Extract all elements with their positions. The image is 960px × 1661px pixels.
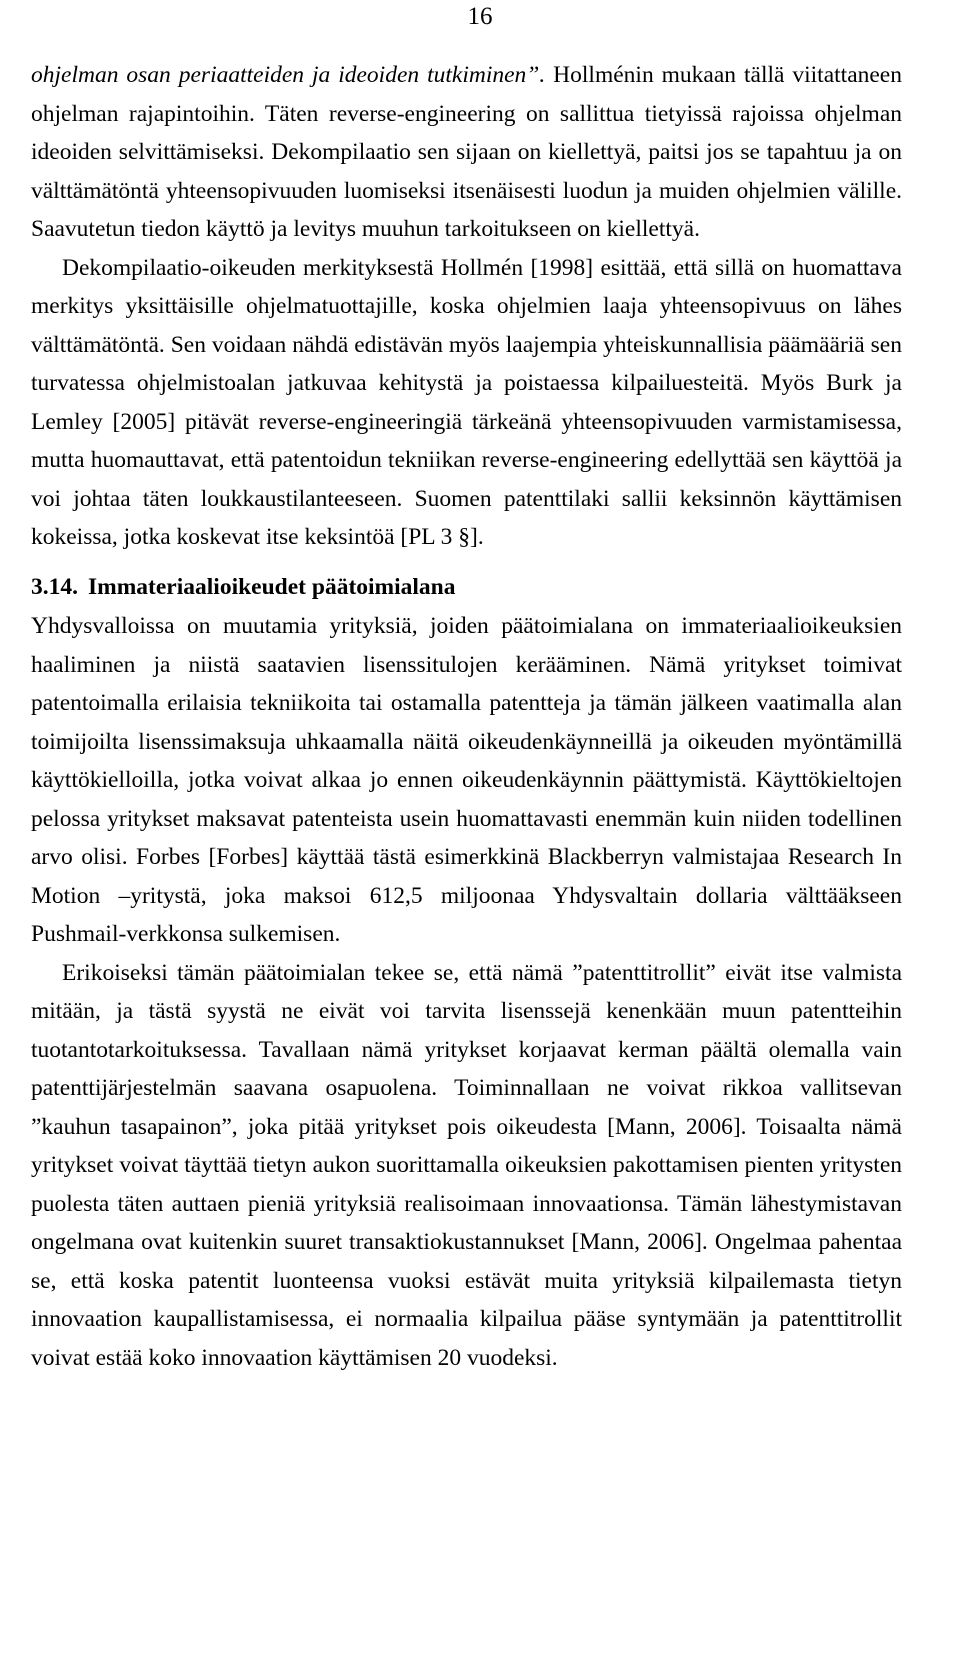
section-title: Immateriaalioikeudet päätoimialana <box>88 573 456 600</box>
section-heading <box>31 568 902 607</box>
paragraph-1 <box>31 56 902 249</box>
paragraph-1-text: Hollménin mukaan tällä viitattaneen ohjelman rajapintoihin. Täten reverse-engineering on sallittua tietyissä rajoissa ohjelman ideoiden selvittämiseksi. Dekompilaatio sen sijaan on kiellettyä, paitsi jos se tapahtuu ja on välttämätöntä yhteensopivuuden luomiseksi itsenäisesti luodun ja muiden ohjelmien välille. Saavutetun tiedon käyttö ja levitys muuhun tarkoitukseen on kiellettyä. <box>31 62 902 242</box>
section-number: 3.14. <box>31 573 78 600</box>
italic-quote: ohjelman osan periaatteiden ja ideoiden tutkiminen”. <box>31 62 546 88</box>
section-paragraph-1: Yhdysvalloissa on muutamia yrityksiä, joiden päätoimialana on immateriaalioikeuksien haaliminen ja niistä saatavien lisenssitulojen kerääminen. Nämä yritykset toimivat patentoimalla erilaisia tekniikoita tai ostamalla patentteja ja tämän jälkeen vaatimalla alan toimijoilta lisenssimaksuja uhkaamalla näitä oikeudenkäynneillä ja oikeuden myöntämillä käyttökielloilla, jotka voivat alkaa jo ennen oikeudenkäynnin päättymistä. Käyttökieltojen pelossa yritykset maksavat patenteista usein huomattavasti enemmän kuin niiden todellinen arvo olisi. Forbes [Forbes] käyttää tästä esimerkkinä Blackberryn valmistajaa Research In Motion –yritystä, joka maksoi 612,5 miljoonaa Yhdysvaltain dollaria välttääkseen Pushmail-verkkonsa sulkemisen. <box>31 613 902 947</box>
document-body <box>31 56 902 1377</box>
section-paragraph-2: Erikoiseksi tämän päätoimialan tekee se, että nämä ”patenttitrollit” eivät itse valmista mitään, ja tästä syystä ne eivät voi tarvita lisenssejä kenenkään muun patentteihin tuotantotarkoituksessa. Tavallaan nämä yritykset korjaavat kerman päältä olemalla vain patenttijärjestelmän saavana osapuolena. Toiminnallaan ne voivat rikkoa vallitsevan ”kauhun tasapainon”, joka pitää yritykset pois oikeudesta [Mann, 2006]. Toisaalta nämä yritykset voivat täyttää tietyn aukon suorittamalla oikeuksien pakottamisen pienten yritysten puolesta täten auttaen pieniä yrityksiä realisoimaan innovaationsa. Tämän lähestymistavan ongelmana ovat kuitenkin suuret transaktiokustannukset [Mann, 2006]. Ongelmaa pahentaa se, että koska patentit luonteensa vuoksi estävät muita yrityksiä kilpailemasta tietyn innovaation kaupallistamisessa, ei normaalia kilpailua pääse syntymään ja patenttitrollit voivat estää koko innovaation käyttämisen 20 vuodeksi. <box>31 959 902 1371</box>
page-number: 16 <box>467 3 493 30</box>
paragraph-2: Dekompilaatio-oikeuden merkityksestä Hollmén [1998] esittää, että sillä on huomattava merkitys yksittäisille ohjelmatuottajille, koska ohjelmien laaja yhteensopivuus on lähes välttämätöntä. Sen voidaan nähdä edistävän myös laajempia yhteiskunnallisia päämääriä sen turvatessa ohjelmistoalan jatkuvaa kehitystä ja poistaessa kilpailuesteitä. Myös Burk ja Lemley [2005] pitävät reverse-engineeringiä tärkeänä yhteensopivuuden varmistamisessa, mutta huomauttavat, että patentoidun tekniikan reverse-engineering edellyttää sen käyttöä ja voi johtaa täten loukkaustilanteeseen. Suomen patenttilaki sallii keksinnön käyttämisen kokeissa, jotka koskevat itse keksintöä [PL 3 §]. <box>31 254 902 550</box>
